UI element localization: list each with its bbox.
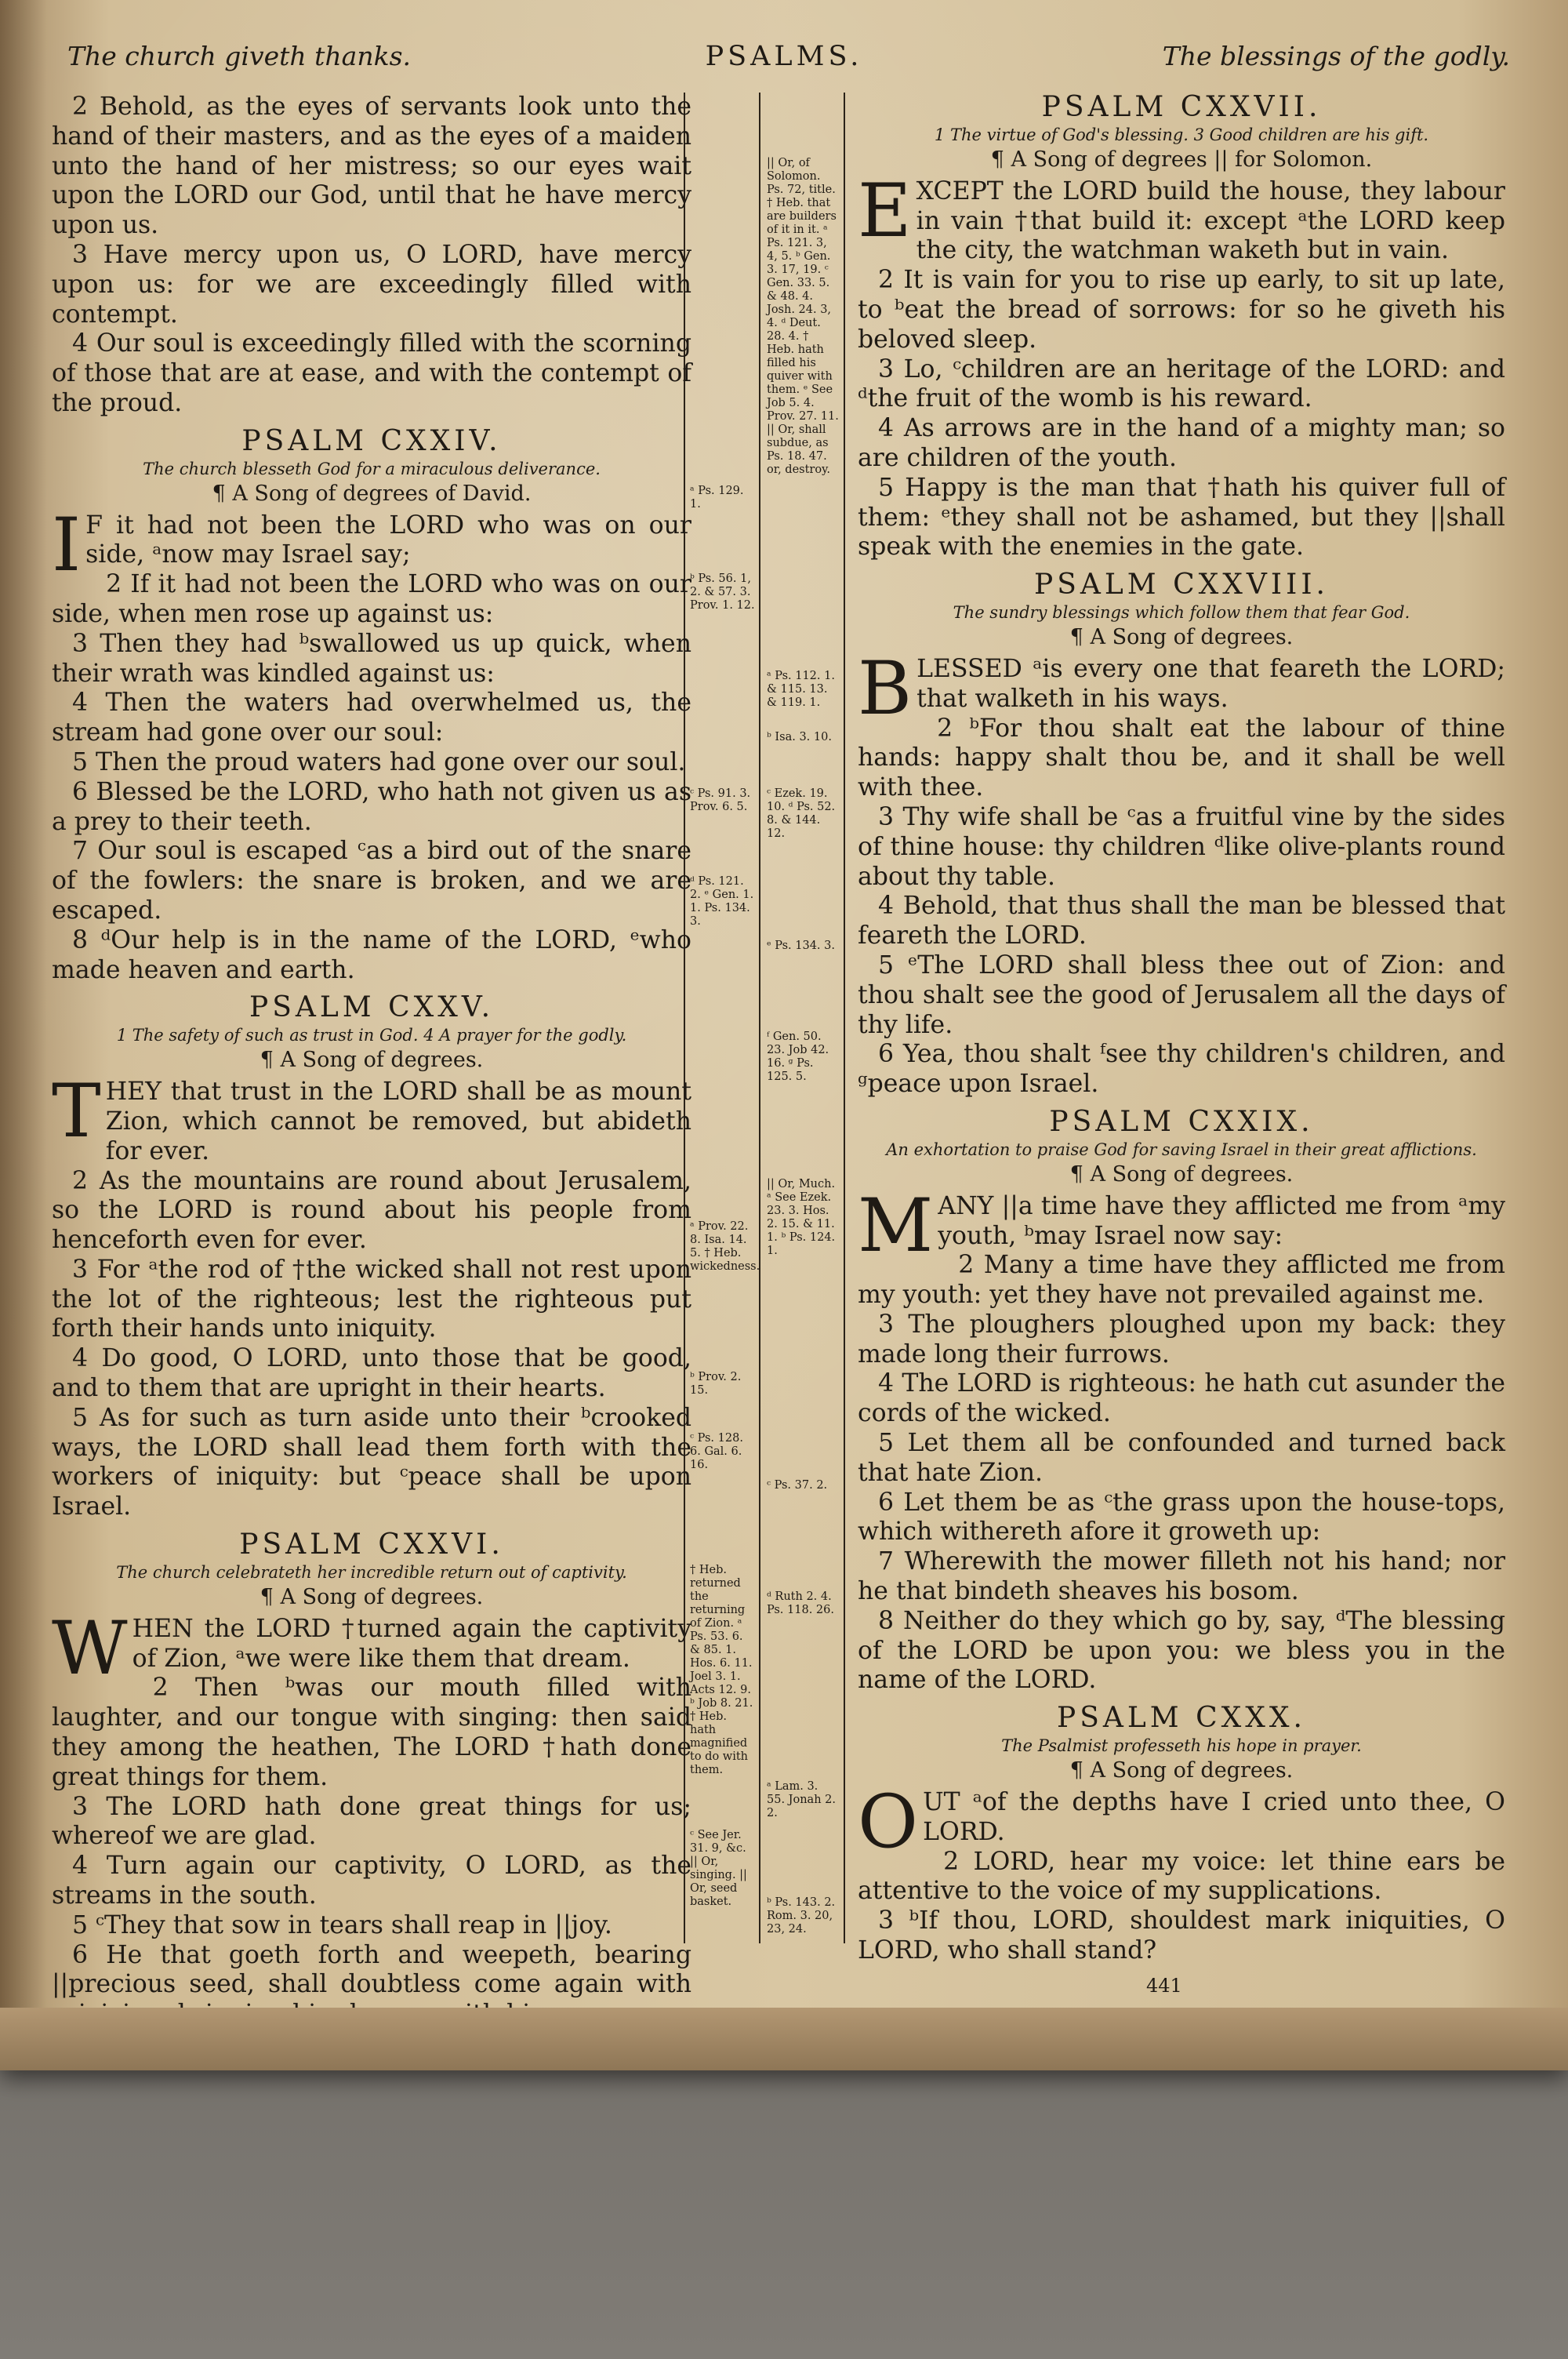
margin-ref: ᵇ Ps. 56. 1, 2. & 57. 3. Prov. 1. 12. (690, 572, 755, 612)
drop-cap: W (52, 1605, 128, 1692)
psalm-superscription: ¶ A Song of degrees of David. (212, 481, 532, 506)
margin-ref: ᶜ Ezek. 19. 10. ᵈ Ps. 52. 8. & 144. 12. (767, 787, 836, 840)
running-head-right: The blessings of the godly. (1162, 41, 1510, 71)
margin-ref: ᵈ Ps. 121. 2. ᵉ Gen. 1. 1. Ps. 134. 3. (690, 875, 754, 928)
verse: 4 As arrows are in the hand of a mighty man; so are children of the youth. (858, 414, 1505, 472)
verse: 6 Blessed be the LORD, who hath not given us as a prey to their teeth. (52, 777, 691, 836)
drop-cap: E (858, 168, 912, 254)
verse-first (858, 645, 1505, 732)
margin-ref: ᵇ Isa. 3. 10. (767, 731, 832, 743)
verse: 3 The ploughers ploughed upon my back: they made long their furrows. (858, 1310, 1505, 1369)
verse: 4 Behold, that thus shall the man be blessed that feareth the LORD. (858, 892, 1505, 951)
column-rule-center (759, 93, 760, 1943)
psalm-title: PSALM CXXVII. (1041, 91, 1322, 123)
verse-first (52, 1069, 691, 1166)
left-text-column (52, 93, 691, 2030)
verse-first (52, 502, 691, 588)
verse-text: HEY that trust in the LORD shall be as mount Zion, which cannot be removed, but abideth for ever. (105, 1078, 691, 1165)
verse: 6 Yea, thou shalt ᶠsee thy children's children, and ᵍpeace upon Israel. (858, 1040, 1505, 1099)
verse: 2 If it had not been the LORD who was on our side, when men rose up against us: (52, 570, 691, 628)
psalm-superscription: ¶ A Song of degrees. (1069, 1161, 1294, 1187)
verse-text: F it had not been the LORD who was on our side, ᵃnow may Israel say; (85, 511, 691, 569)
verse: 4 Our soul is exceedingly filled with the scorning of those that are at ease, and with the contempt of the proud. (52, 329, 691, 417)
margin-ref: ᶜ Ps. 91. 3. Prov. 6. 5. (690, 787, 751, 813)
margin-ref: ᵉ Ps. 134. 3. (767, 940, 835, 952)
verse: 5 Then the proud waters had gone over our soul. (72, 747, 686, 776)
margin-ref: ᵃ Lam. 3. 55. Jonah 2. 2. (767, 1780, 836, 1819)
psalm-title: PSALM CXXVI. (239, 1528, 504, 1561)
verse-text: ANY ||a time have they afflicted me from ᵃmy youth, ᵇmay Israel now say: (938, 1191, 1505, 1250)
margin-ref: ᶜ See Jer. 31. 9, &c. || Or, singing. || Or, seed basket. (690, 1829, 747, 1908)
margin-ref: ᵇ Prov. 2. 15. (690, 1371, 742, 1397)
verse: 7 Our soul is escaped ᶜas a bird out of the snare of the fowlers: the snare is broken, and we are escaped. (52, 837, 691, 925)
psalm-summary: The Psalmist professeth his hope in prayer. (1001, 1736, 1362, 1756)
verse: 3 The LORD hath done great things for us; whereof we are glad. (52, 1792, 691, 1851)
psalm-title: PSALM CXXX. (1057, 1702, 1306, 1735)
margin-ref: ᵇ Ps. 143. 2. Rom. 3. 20, 23, 24. (767, 1896, 836, 1936)
verse: 3 For ᵃthe rod of †the wicked shall not rest upon the lot of the righteous; lest the righteous put forth their hands unto iniquity. (52, 1255, 691, 1343)
verse: 3 Then they had ᵇswallowed us up quick, when their wrath was kindled against us: (52, 629, 691, 688)
verse: 2 As the mountains are round about Jerusalem, so the LORD is round about his people from henceforth even for ever. (52, 1166, 691, 1255)
drop-cap: O (858, 1779, 919, 1866)
verse-text: LESSED ᵃis every one that feareth the LORD; that walketh in his ways. (916, 654, 1505, 713)
page-bottom-edge (0, 2008, 1568, 2070)
verse: 5 ᶜThey that sow in tears shall reap in ||joy. (72, 1910, 612, 1939)
margin-ref: ᵃ Ps. 129. 1. (690, 485, 744, 511)
verse: 8 ᵈOur help is in the name of the LORD, ᵉwho made heaven and earth. (52, 925, 691, 984)
drop-cap: T (52, 1069, 101, 1155)
verse: 2 LORD, hear my voice: let thine ears be attentive to the voice of my supplications. (858, 1847, 1505, 1906)
psalm-summary: 1 The virtue of God's blessing. 3 Good children are his gift. (934, 125, 1429, 144)
verse: 4 Turn again our captivity, O LORD, as the streams in the south. (52, 1852, 691, 1910)
psalm-summary: The church blesseth God for a miraculous deliverance. (143, 459, 601, 478)
drop-cap: I (52, 502, 82, 588)
margin-ref: ᶜ Ps. 37. 2. (767, 1479, 828, 1492)
drop-cap: B (858, 645, 913, 732)
psalm-superscription: ¶ A Song of degrees. (260, 1584, 484, 1609)
verse: 5 As for such as turn aside unto their ᵇcrooked ways, the LORD shall lead them forth with the workers of iniquity: but ᶜpeace shall be upon Israel. (52, 1403, 691, 1521)
margin-ref: ᵃ Prov. 22. 8. Isa. 14. 5. † Heb. wickedness. (690, 1220, 760, 1273)
verse: 6 He that goeth forth and weepeth, bearing ||precious seed, shall doubtless come again with (52, 1940, 691, 1999)
psalm-title: PSALM CXXIX. (1049, 1105, 1314, 1138)
verse: 2 Then ᵇwas our mouth filled with laughter, and our tongue with singing: then said they among the heathen, The LORD †hath done great things for them. (52, 1674, 691, 1791)
psalm-superscription: ¶ A Song of degrees. (1069, 624, 1294, 649)
margin-ref: † Heb. returned the returning of Zion. ᵃ Ps. 53. 6. & 85. 1. Hos. 6. 11. Joel 3. 1. Acts 12. 9. ᵇ Job 8. 21. † Heb. hath magnified to do with them. (690, 1564, 753, 1776)
verse: 4 The LORD is righteous: he hath cut asunder the cords of the wicked. (858, 1369, 1505, 1428)
psalm-superscription: ¶ A Song of degrees || for Solomon. (990, 147, 1373, 172)
page-number: 441 (1146, 1975, 1182, 1997)
verse-text: HEN the LORD †turned again the captivity of Zion, ᵃwe were like them that dream. (132, 1614, 691, 1673)
drop-cap: M (858, 1183, 934, 1269)
margin-ref: ᶜ Ps. 128. 6. Gal. 6. 16. (690, 1432, 743, 1471)
verse: 2 ᵇFor thou shalt eat the labour of thine hands: happy shalt thou be, and it shall be well with thee. (858, 714, 1505, 802)
psalm-summary: The church celebrateth her incredible return out of captivity. (116, 1562, 627, 1582)
column-rule-right (844, 93, 845, 1943)
verse-first (858, 1779, 1505, 1866)
verse: 4 Do good, O LORD, unto those that be good, and to them that are upright in their hearts. (52, 1344, 691, 1403)
verse-text: XCEPT the LORD build the house, they labour in vain †that build it: except ᵃthe LORD keep the city, the watchman waketh but in vain. (916, 176, 1505, 265)
verse-first (858, 1183, 1505, 1269)
verse: 3 ᵇIf thou, LORD, shouldest mark iniquities, O LORD, who shall stand? (858, 1906, 1505, 1965)
margin-ref: || Or, of Solomon. Ps. 72, title. † Heb. that are builders of it in it. ᵃ Ps. 121. 3, 4, 5. ᵇ Gen. 3. 17, 19. ᶜ Gen. 33. 5. & 48. 4. Josh. 24. 3, 4. ᵈ Deut. 28. 4. † Heb. hath filled his quiver with them. ᵉ See Job 5. 4. Prov. 27. 11. || Or, shall subdue, as Ps. 18. 47. or, destroy. (767, 157, 839, 476)
verse: 2 Many a time have they afflicted me from my youth: yet they have not prevailed against me. (858, 1251, 1505, 1310)
verse: 8 Neither do they which go by, say, ᵈThe blessing of the LORD be upon you: we bless you in the name of the LORD. (858, 1606, 1505, 1695)
verse: 3 Thy wife shall be ᶜas a fruitful vine by the sides of thine house: thy children ᵈlike olive-plants round about thy table. (858, 802, 1505, 891)
psalm-summary: 1 The safety of such as trust in God. 4 A prayer for the godly. (116, 1026, 627, 1045)
psalm-title: PSALM CXXV. (249, 991, 495, 1024)
verse: 2 It is vain for you to rise up early, to sit up late, to ᵇeat the bread of sorrows: for so he giveth his beloved sleep. (858, 266, 1505, 354)
running-head-left: The church giveth thanks. (67, 41, 411, 71)
psalm-summary: An exhortation to praise God for saving Israel in their great afflictions. (886, 1140, 1477, 1159)
psalm-summary: The sundry blessings which follow them that fear God. (953, 602, 1410, 622)
verse: 5 Let them all be confounded and turned back that hate Zion. (858, 1429, 1505, 1487)
margin-ref: ᵃ Ps. 112. 1. & 115. 13. & 119. 1. (767, 670, 835, 709)
right-text-column (858, 93, 1505, 1966)
verse: 4 Then the waters had overwhelmed us, the stream had gone over our soul: (52, 689, 691, 747)
running-head-center: PSALMS. (705, 41, 863, 72)
verse: 7 Wherewith the mower filleth not his hand; nor he that bindeth sheaves his bosom. (858, 1547, 1505, 1606)
page-gutter-shadow (0, 0, 47, 2070)
margin-ref: ᵈ Ruth 2. 4. Ps. 118. 26. (767, 1590, 834, 1616)
verse-first (858, 168, 1505, 266)
verse: 2 Behold, as the eyes of servants look unto the hand of their masters, and as the eyes of a maiden unto the hand of her mistress; so our eyes wait upon the LORD our God, until that he have mercy upon us. (52, 93, 691, 240)
psalm-superscription: ¶ A Song of degrees. (1069, 1758, 1294, 1783)
margin-ref: ᶠ Gen. 50. 23. Job 42. 16. ᵍ Ps. 125. 5. (767, 1030, 829, 1083)
margin-ref: || Or, Much. ᵃ See Ezek. 23. 3. Hos. 2. 15. & 11. 1. ᵇ Ps. 124. 1. (767, 1178, 836, 1257)
verse-first (52, 1605, 691, 1692)
verse-text: UT ᵃof the depths have I cried unto thee, O LORD. (923, 1788, 1505, 1846)
psalm-title: PSALM CXXVIII. (1034, 569, 1329, 602)
verse: 5 Happy is the man that †hath his quiver full of them: ᵉthey shall not be ashamed, but they ||shall speak with the enemies in the gate. (858, 473, 1505, 562)
verse: 5 ᵉThe LORD shall bless thee out of Zion: and thou shalt see the good of Jerusalem all the days of thy life. (858, 951, 1505, 1039)
verse: 3 Lo, ᶜchildren are an heritage of the LORD: and ᵈthe fruit of the womb is his reward. (858, 354, 1505, 413)
verse: 6 Let them be as ᶜthe grass upon the house-tops, which withereth afore it groweth up: (858, 1488, 1505, 1547)
psalm-title: PSALM CXXIV. (241, 424, 502, 457)
psalm-superscription: ¶ A Song of degrees. (260, 1048, 484, 1073)
verse: 3 Have mercy upon us, O LORD, have mercy upon us: for we are exceedingly filled with contempt. (52, 240, 691, 329)
